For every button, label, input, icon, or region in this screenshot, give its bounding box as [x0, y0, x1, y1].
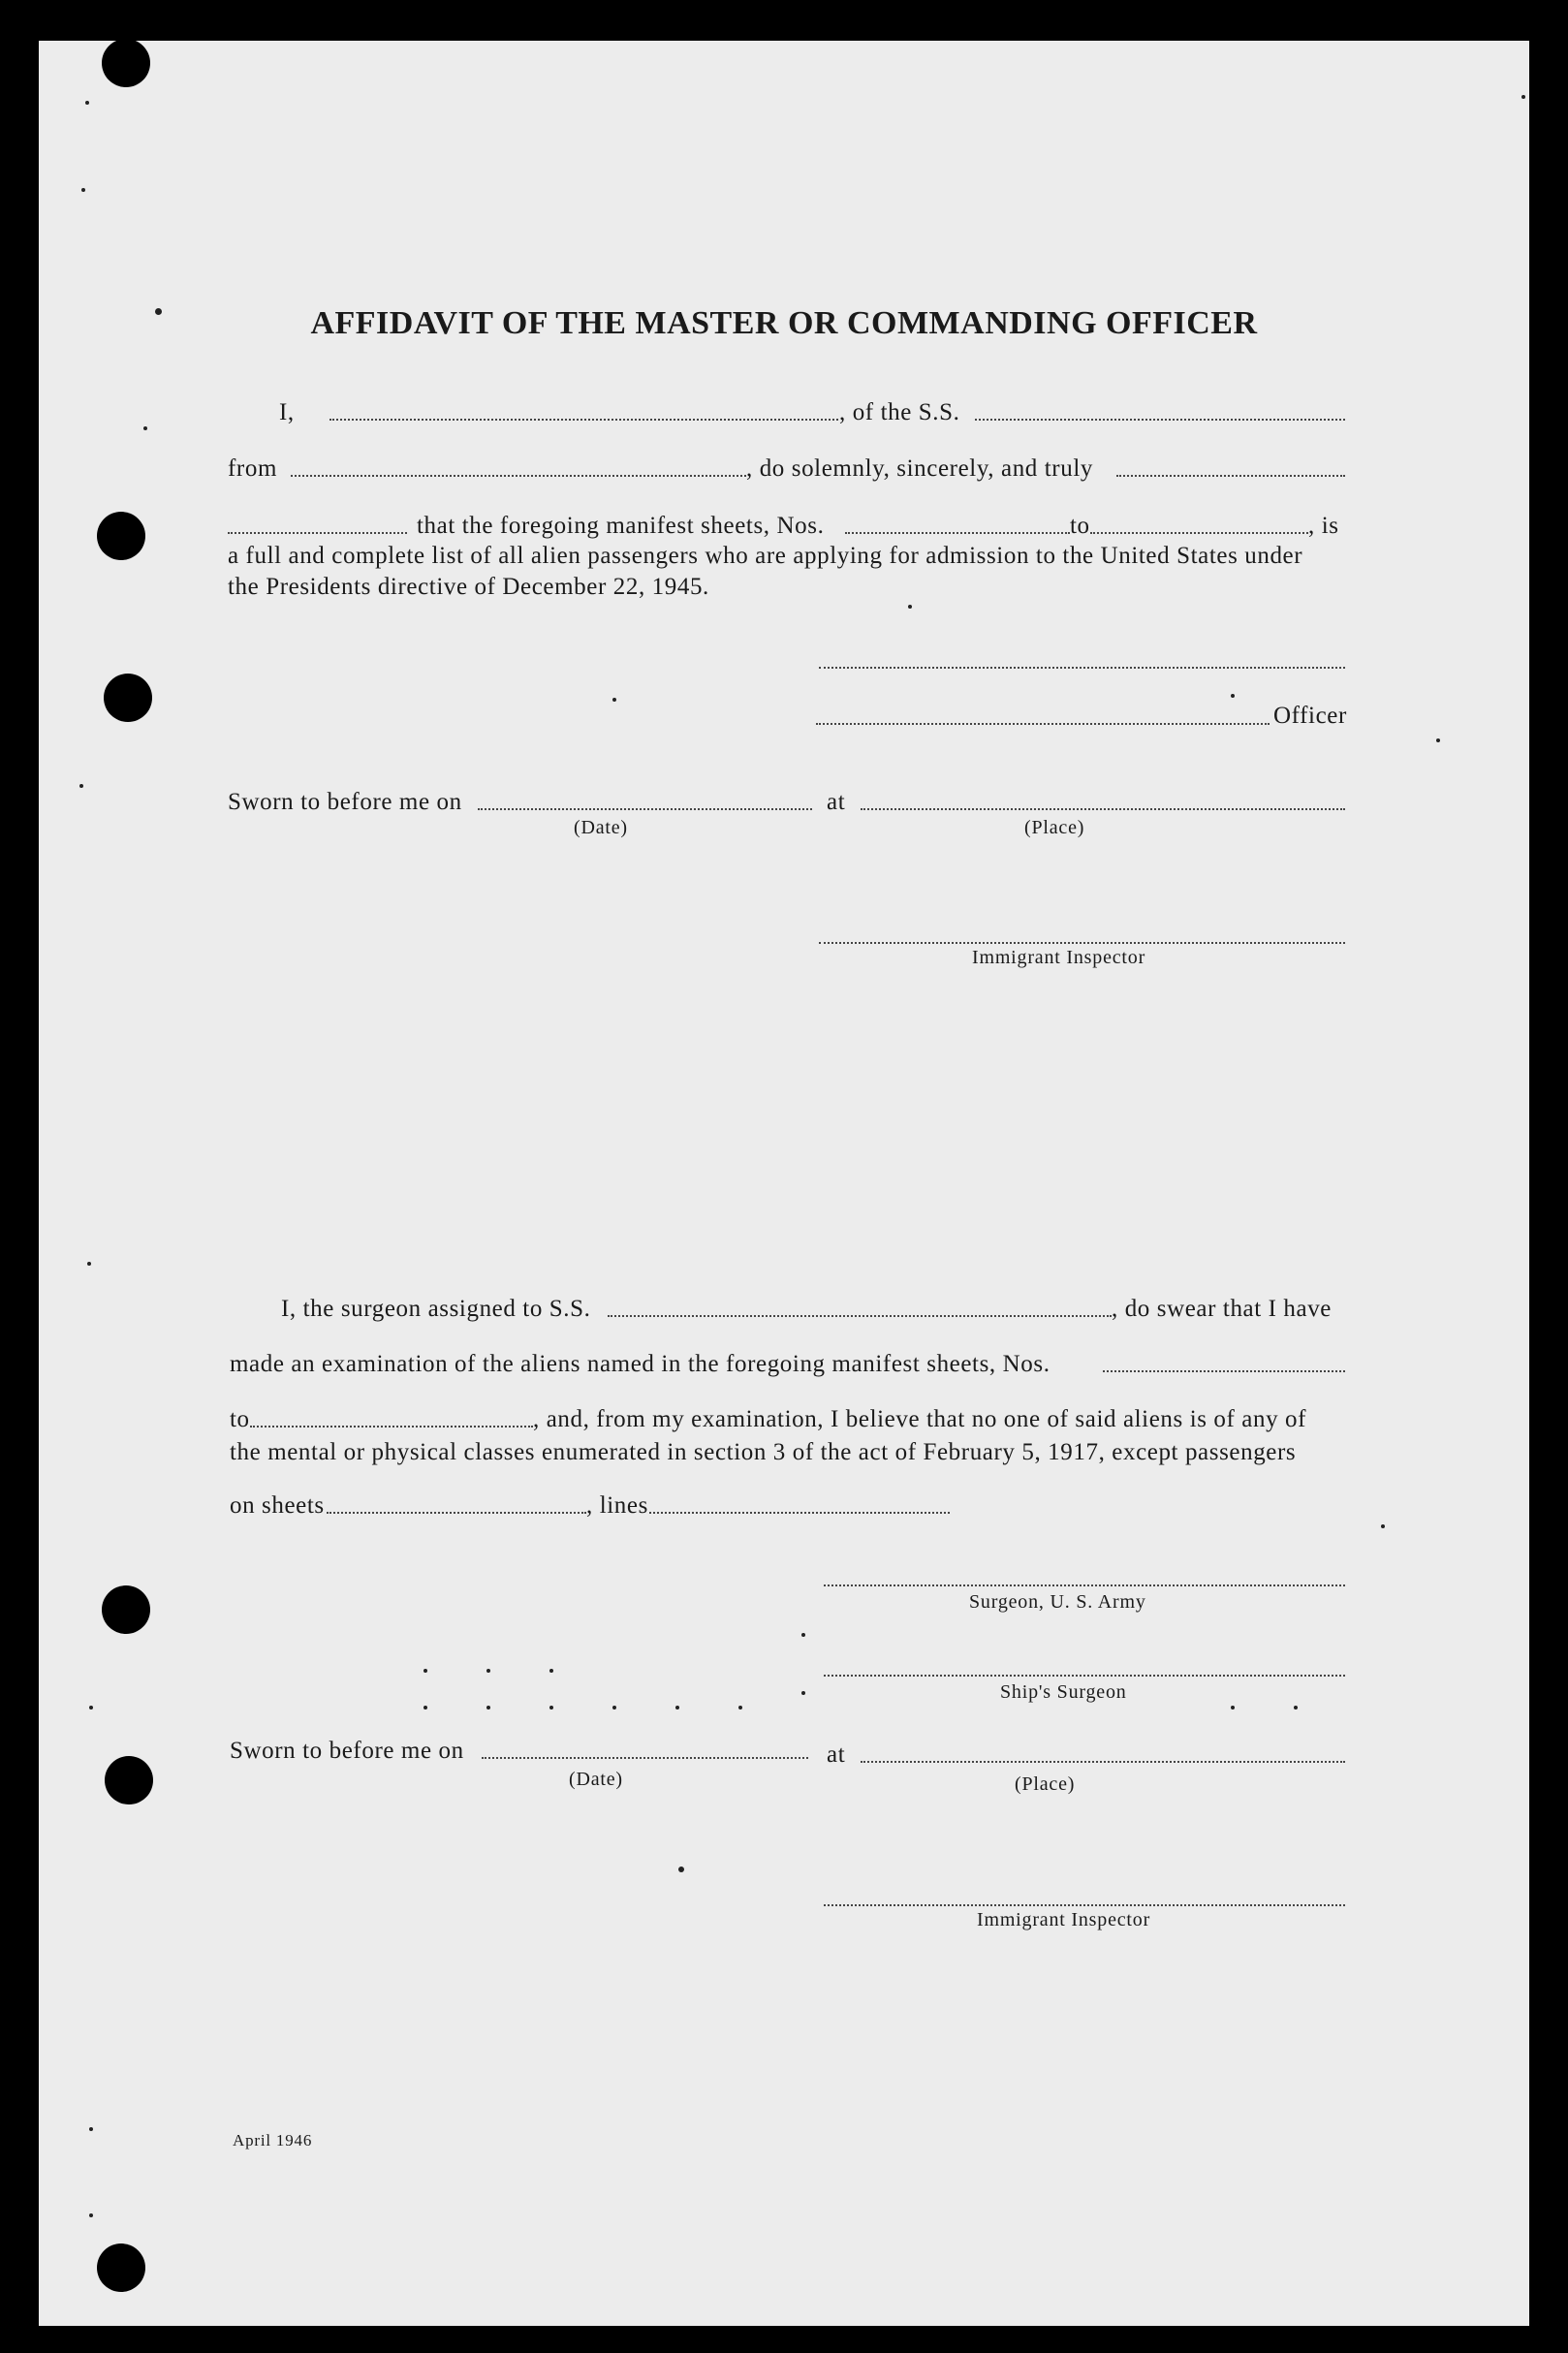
speck-mark: [89, 1706, 93, 1710]
inspector-label-2: Immigrant Inspector: [977, 1909, 1151, 1930]
inspector-signature-line-2[interactable]: [824, 1904, 1345, 1906]
from-port-field[interactable]: [291, 475, 746, 477]
speck-mark: [612, 1706, 616, 1710]
examination-result-text: , and, from my examination, I believe that no one of said aliens is of any of: [533, 1406, 1307, 1432]
punch-hole: [105, 1756, 153, 1804]
oath-field[interactable]: [1116, 475, 1345, 477]
speck-mark: [738, 1706, 742, 1710]
master-statement-end: the Presidents directive of December 22, 1945.: [228, 574, 709, 600]
solemnly-text: , do solemnly, sincerely, and truly: [746, 455, 1093, 482]
to-label: to: [1070, 513, 1090, 539]
speck-mark: [1381, 1524, 1385, 1528]
speck-mark: [1231, 1706, 1235, 1710]
speck-mark: [675, 1706, 679, 1710]
form-date: April 1946: [233, 2131, 313, 2149]
oath-continue-field[interactable]: [228, 532, 407, 534]
sworn-place-field[interactable]: [861, 808, 1345, 810]
speck-mark: [87, 1262, 91, 1266]
surgeon-intro: I, the surgeon assigned to S.S.: [281, 1296, 591, 1322]
punch-hole: [97, 2243, 145, 2292]
officer-signature-line[interactable]: [816, 723, 1270, 725]
army-surgeon-label: Surgeon, U. S. Army: [969, 1591, 1146, 1613]
sworn-label-2: Sworn to before me on: [230, 1738, 464, 1764]
officer-label: Officer: [1273, 703, 1347, 729]
punch-hole: [102, 1585, 150, 1634]
speck-mark: [1436, 738, 1440, 742]
from-label: from: [228, 455, 277, 482]
sworn-label: Sworn to before me on: [228, 789, 462, 815]
on-sheets-label: on sheets: [230, 1492, 325, 1519]
inspector-signature-line[interactable]: [819, 942, 1345, 944]
speck-mark: [549, 1669, 553, 1673]
form-title: AFFIDAVIT OF THE MASTER OR COMMANDING OFFICER: [310, 305, 1258, 341]
speck-mark: [81, 188, 85, 192]
surgeon-ship-field[interactable]: [608, 1315, 1112, 1317]
speck-mark: [89, 2127, 93, 2131]
army-surgeon-signature-line[interactable]: [824, 1584, 1345, 1586]
speck-mark: [143, 426, 147, 430]
master-statement: a full and complete list of all alien passengers who are applying for admission to the United States under: [228, 543, 1303, 569]
lines-label: , lines: [586, 1492, 648, 1519]
surgeon-to-label: to: [230, 1406, 250, 1432]
place-caption: (Place): [1024, 817, 1085, 838]
ship-surgeon-signature-line[interactable]: [824, 1675, 1345, 1677]
surgeon-sheet-from-field[interactable]: [1103, 1370, 1345, 1372]
date-caption: (Date): [574, 817, 628, 838]
master-name-field[interactable]: [329, 419, 838, 421]
punch-hole: [102, 39, 150, 87]
speck-mark: [486, 1706, 490, 1710]
speck-mark: [486, 1669, 490, 1673]
speck-mark: [1294, 1706, 1298, 1710]
at-label-2: at: [827, 1741, 846, 1768]
date-caption-2: (Date): [569, 1769, 623, 1790]
ship-name-field[interactable]: [975, 419, 1345, 421]
speck-mark: [423, 1706, 427, 1710]
sheet-to-field[interactable]: [1090, 532, 1308, 534]
at-label: at: [827, 789, 846, 815]
is-text: , is: [1308, 513, 1339, 539]
punch-hole: [104, 674, 152, 722]
master-i-label: I,: [279, 399, 295, 425]
speck-mark: [1521, 95, 1525, 99]
sheet-from-field[interactable]: [845, 532, 1070, 534]
form-sheet: [39, 41, 1529, 2326]
speck-mark: [89, 2213, 93, 2217]
speck-mark: [79, 784, 83, 788]
place-caption-2: (Place): [1015, 1773, 1076, 1795]
sworn-place-field-2[interactable]: [861, 1761, 1345, 1763]
speck-mark: [908, 605, 912, 609]
master-ss-label: , of the S.S.: [839, 399, 960, 425]
sworn-date-field-2[interactable]: [482, 1757, 808, 1759]
speck-mark: [85, 101, 89, 105]
speck-mark: [801, 1691, 805, 1695]
speck-mark: [423, 1669, 427, 1673]
surgeon-swear-text: , do swear that I have: [1112, 1296, 1333, 1322]
speck-mark: [549, 1706, 553, 1710]
master-signature-line[interactable]: [819, 667, 1345, 669]
exception-sheets-field[interactable]: [327, 1512, 586, 1514]
manifest-text: that the foregoing manifest sheets, Nos.: [417, 513, 825, 539]
speck-mark: [1231, 694, 1235, 698]
exception-lines-field[interactable]: [649, 1512, 950, 1514]
ship-surgeon-label: Ship's Surgeon: [1000, 1681, 1127, 1703]
sworn-date-field[interactable]: [478, 808, 812, 810]
punch-hole: [97, 512, 145, 560]
speck-mark: [801, 1633, 805, 1637]
inspector-label: Immigrant Inspector: [972, 947, 1146, 968]
classes-text: the mental or physical classes enumerated in section 3 of the act of February 5, 1917, except passengers: [230, 1439, 1297, 1465]
surgeon-sheet-to-field[interactable]: [250, 1426, 533, 1427]
speck-mark: [612, 698, 616, 702]
examination-text: made an examination of the aliens named in the foregoing manifest sheets, Nos.: [230, 1351, 1051, 1377]
speck-mark: [678, 1867, 684, 1872]
